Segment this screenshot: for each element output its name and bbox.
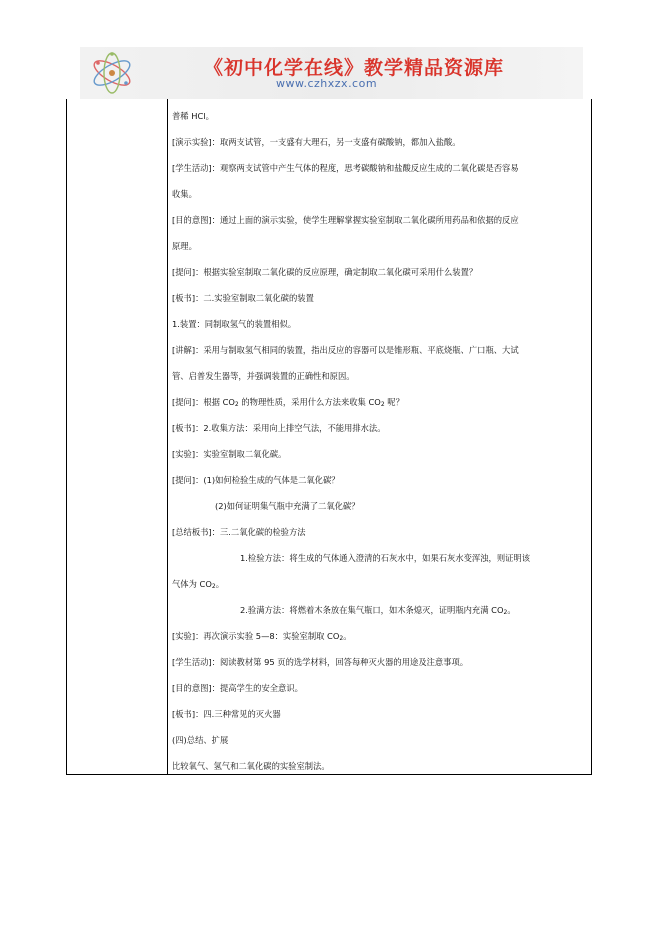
text-line: [演示实验]：取两支试管，一支盛有大理石，另一支盛有碳酸钠，都加入盐酸。 <box>172 137 461 147</box>
text-line: 1.装置：同制取氢气的装置相似。 <box>172 319 297 329</box>
text-line: [学生活动]：观察两支试管中产生气体的程度，思考碳酸钠和盐酸反应生成的二氧化碳是否容易 <box>172 163 519 173</box>
text-line: [板书]：二.实验室制取二氧化碳的装置 <box>172 293 314 303</box>
text-line: [学生活动]：阅读教材第 95 页的选学材料，回答每种灭火器的用途及注意事项。 <box>172 657 469 667</box>
text-line: [提问]：根据实验室制取二氧化碳的反应原理，确定制取二氧化碳可采用什么装置？ <box>172 267 478 277</box>
text-line: 1.检验方法：将生成的气体通入澄清的石灰水中，如果石灰水变浑浊，则证明该 <box>240 553 531 563</box>
text-line: [板书]：四.三种常见的灭火器 <box>172 709 281 719</box>
text-line: [总结板书]：三.二氧化碳的检验方法 <box>172 527 306 537</box>
text-line: (四)总结、扩展 <box>172 735 229 745</box>
banner-url[interactable]: www.czhxzx.com <box>276 77 378 90</box>
text-line: [提问]：(1)如何检验生成的气体是二氧化碳？ <box>172 475 340 485</box>
text-line-gas: 气体为 $CO_2$。 <box>172 579 224 590</box>
column-divider <box>167 99 168 774</box>
banner-title: 《初中化学在线》教学精品资源库 <box>204 57 505 79</box>
text-line: 收集。 <box>172 189 197 199</box>
atom-logo-icon <box>86 49 138 97</box>
text-line: (2)如何证明集气瓶中充满了二氧化碳？ <box>215 501 360 511</box>
text-line: [板书]：2.收集方法：采用向上排空气法，不能用排水法。 <box>172 423 386 433</box>
text-line: [实验]：实验室制取二氧化碳。 <box>172 449 287 459</box>
text-line-full: 2.验满方法：将燃着木条放在集气瓶口，如木条熄灭，证明瓶内充满 $CO_2$。 <box>240 605 516 616</box>
text-line: 原理。 <box>172 241 197 251</box>
text-line: [讲解]：采用与制取氢气相同的装置，指出反应的容器可以是锥形瓶、平底烧瓶、广口瓶、大试 <box>172 345 519 355</box>
text-line: 普稀 HCl。 <box>172 111 214 121</box>
text-line: [目的意图]：通过上面的演示实验，使学生理解掌握实验室制取二氧化碳所用药品和依据的反应 <box>172 215 519 225</box>
text-line-co2-question: [提问]：根据 $CO_2$ 的物理性质，采用什么方法来收集 $CO_2$ 呢？ <box>172 397 404 408</box>
header-banner <box>80 47 583 99</box>
text-line: [目的意图]：提高学生的安全意识。 <box>172 683 303 693</box>
text-line: 比较氧气、氢气和二氧化碳的实验室制法。 <box>172 761 330 771</box>
text-line: 管、启普发生器等，并强调装置的正确性和原因。 <box>172 371 355 381</box>
lesson-content <box>172 103 582 779</box>
text-line-experiment: [实验]：再次演示实验 5—8：实验室制取 $CO_2$。 <box>172 631 352 642</box>
